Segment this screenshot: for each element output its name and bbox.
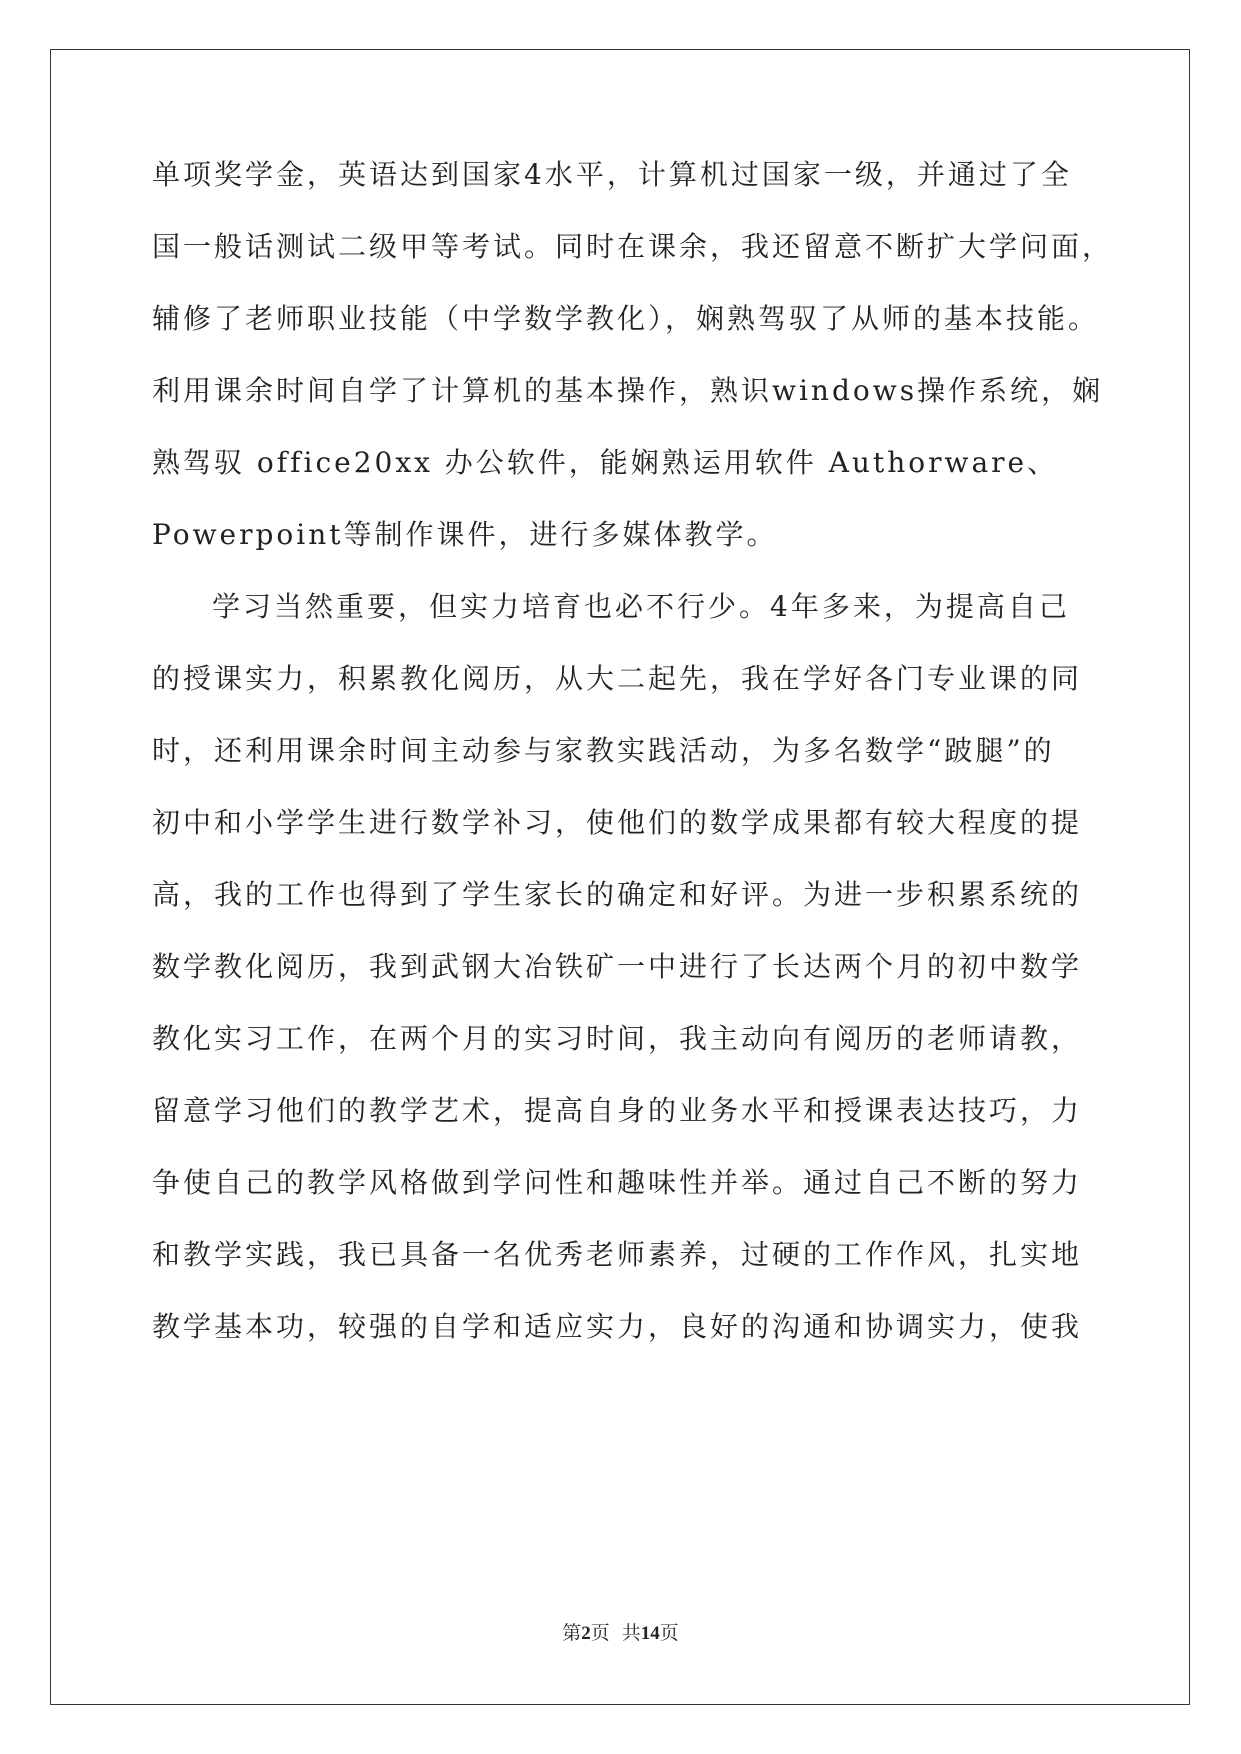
text-line: 争使自己的教学风格做到学问性和趣味性并举。通过自己不断的努力 xyxy=(152,1166,1083,1199)
text-line: 时，还利用课余时间主动参与家教实践活动，为多名数学“跛腿”的 xyxy=(152,734,1055,767)
text-line: 教学基本功，较强的自学和适应实力，良好的沟通和协调实力，使我 xyxy=(152,1310,1083,1343)
text-line: 教化实习工作，在两个月的实习时间，我主动向有阅历的老师请教， xyxy=(152,1022,1083,1055)
current-page-number: 2 xyxy=(581,1623,591,1644)
footer-middle: 页 共 xyxy=(590,1622,641,1644)
text-line: 辅修了老师职业技能（中学数学教化），娴熟驾驭了从师的基本技能。 xyxy=(152,302,1100,335)
text-line: 高，我的工作也得到了学生家长的确定和好评。为进一步积累系统的 xyxy=(152,878,1083,911)
text-line: 和教学实践，我已具备一名优秀老师素养，过硬的工作作风，扎实地 xyxy=(152,1238,1083,1271)
text-line: 国一般话测试二级甲等考试。同时在课余，我还留意不断扩大学问面， xyxy=(152,230,1114,263)
text-line: 初中和小学学生进行数学补习，使他们的数学成果都有较大程度的提 xyxy=(152,806,1083,839)
footer-suffix: 页 xyxy=(659,1622,679,1644)
text-line: 单项奖学金，英语达到国家4水平，计算机过国家一级，并通过了全 xyxy=(152,158,1072,191)
text-line: 利用课余时间自学了计算机的基本操作，熟识windows操作系统，娴 xyxy=(152,374,1104,407)
footer-prefix: 第 xyxy=(562,1622,582,1644)
paragraph-first-line: 学习当然重要，但实力培育也必不行少。4年多来，为提高自己 xyxy=(212,590,1070,623)
text-line: 留意学习他们的教学艺术，提高自身的业务水平和授课表达技巧，力 xyxy=(152,1094,1083,1127)
text-line: Powerpoint等制作课件，进行多媒体教学。 xyxy=(152,518,778,551)
text-line: 数学教化阅历，我到武钢大冶铁矿一中进行了长达两个月的初中数学 xyxy=(152,950,1083,983)
page-footer xyxy=(0,1620,1241,1647)
text-line: 的授课实力，积累教化阅历，从大二起先，我在学好各门专业课的同 xyxy=(152,662,1083,695)
total-pages-number: 14 xyxy=(640,1623,660,1644)
text-line: 熟驾驭 office20xx 办公软件，能娴熟运用软件 Authorware、 xyxy=(152,446,1059,479)
